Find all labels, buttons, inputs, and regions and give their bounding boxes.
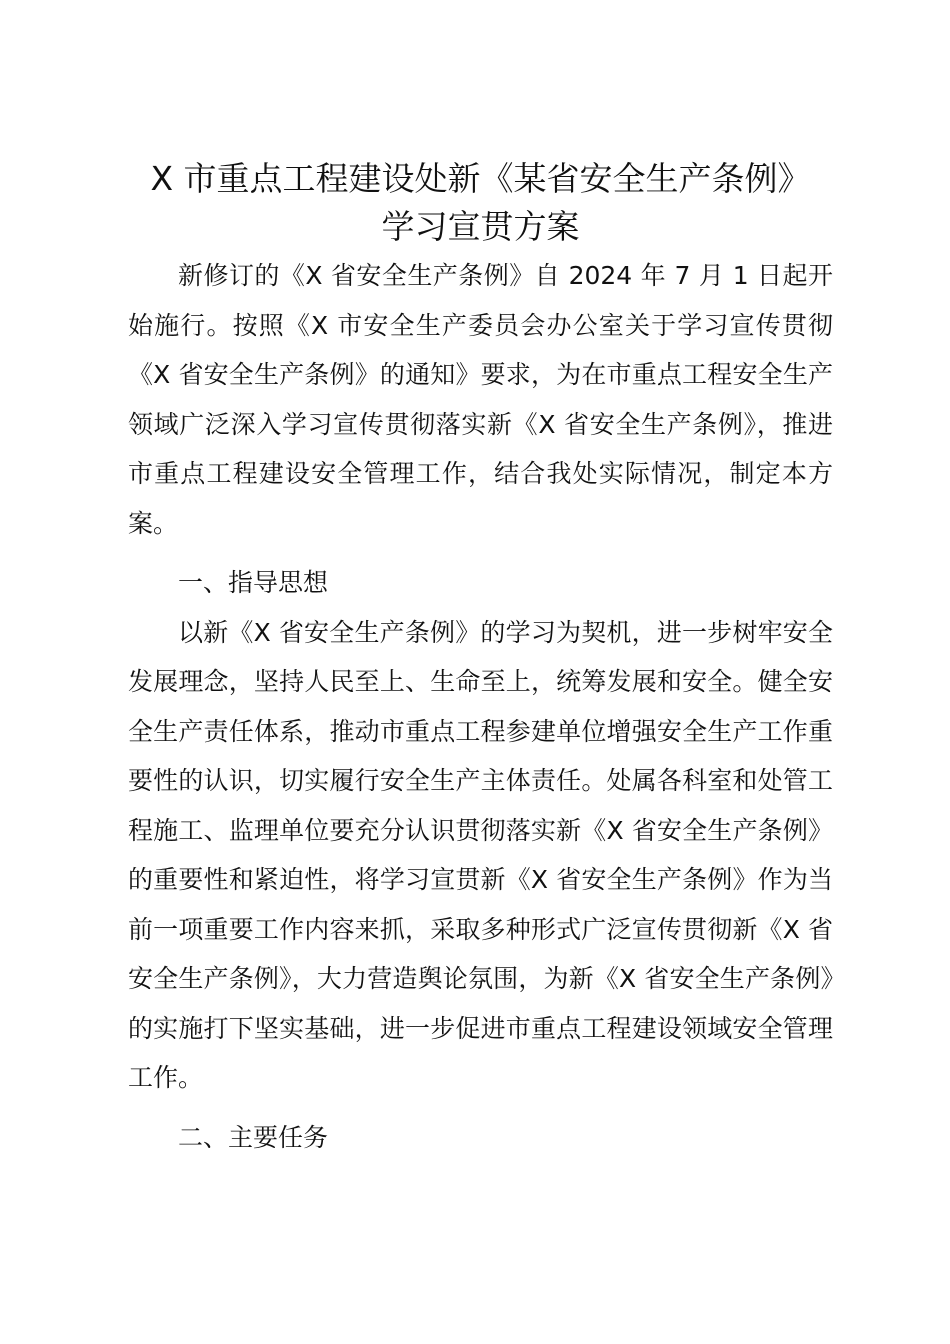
document-page (128, 155, 833, 1162)
guiding-ideology-paragraph: 以新《X 省安全生产条例》的学习为契机，进一步树牢安全发展理念，坚持人民至上、生命至上，统筹发展和安全。健全安全生产责任体系，推动市重点工程参建单位增强安全生产工作重要性的认识，切实履行安全生产主体责任。处属各科室和处管工程施工、监理单位要充分认识贯彻落实新《X 省安全生产条例》的重要性和紧迫性，将学习宣贯新《X 省安全生产条例》作为当前一项重要工作内容来抓，采取多种形式广泛宣传贯彻新《X 省安全生产条例》，大力营造舆论氛围，为新《X 省安全生产条例》的实施打下坚实基础，进一步促进市重点工程建设领域安全管理工作。 (128, 617, 833, 1092)
document-title (128, 155, 833, 251)
title-line-1: X 市重点工程建设处新《某省安全生产条例》 (150, 159, 811, 198)
intro-paragraph: 新修订的《X 省安全生产条例》自 2024 年 7 月 1 日起开始施行。按照《X 市安全生产委员会办公室关于学习宣传贯彻《X 省安全生产条例》的通知》要求，为在市重点工程安全生产领域广泛深入学习宣传贯彻落实新《X 省安全生产条例》，推进市重点工程建设安全管理工作，结合我处实际情况，制定本方案。 (128, 261, 833, 538)
section-heading-main-tasks: 二、主要任务 (178, 1122, 329, 1152)
section-heading-guiding-ideology: 一、指导思想 (178, 568, 329, 597)
title-line-2: 学习宣贯方案 (381, 207, 580, 246)
